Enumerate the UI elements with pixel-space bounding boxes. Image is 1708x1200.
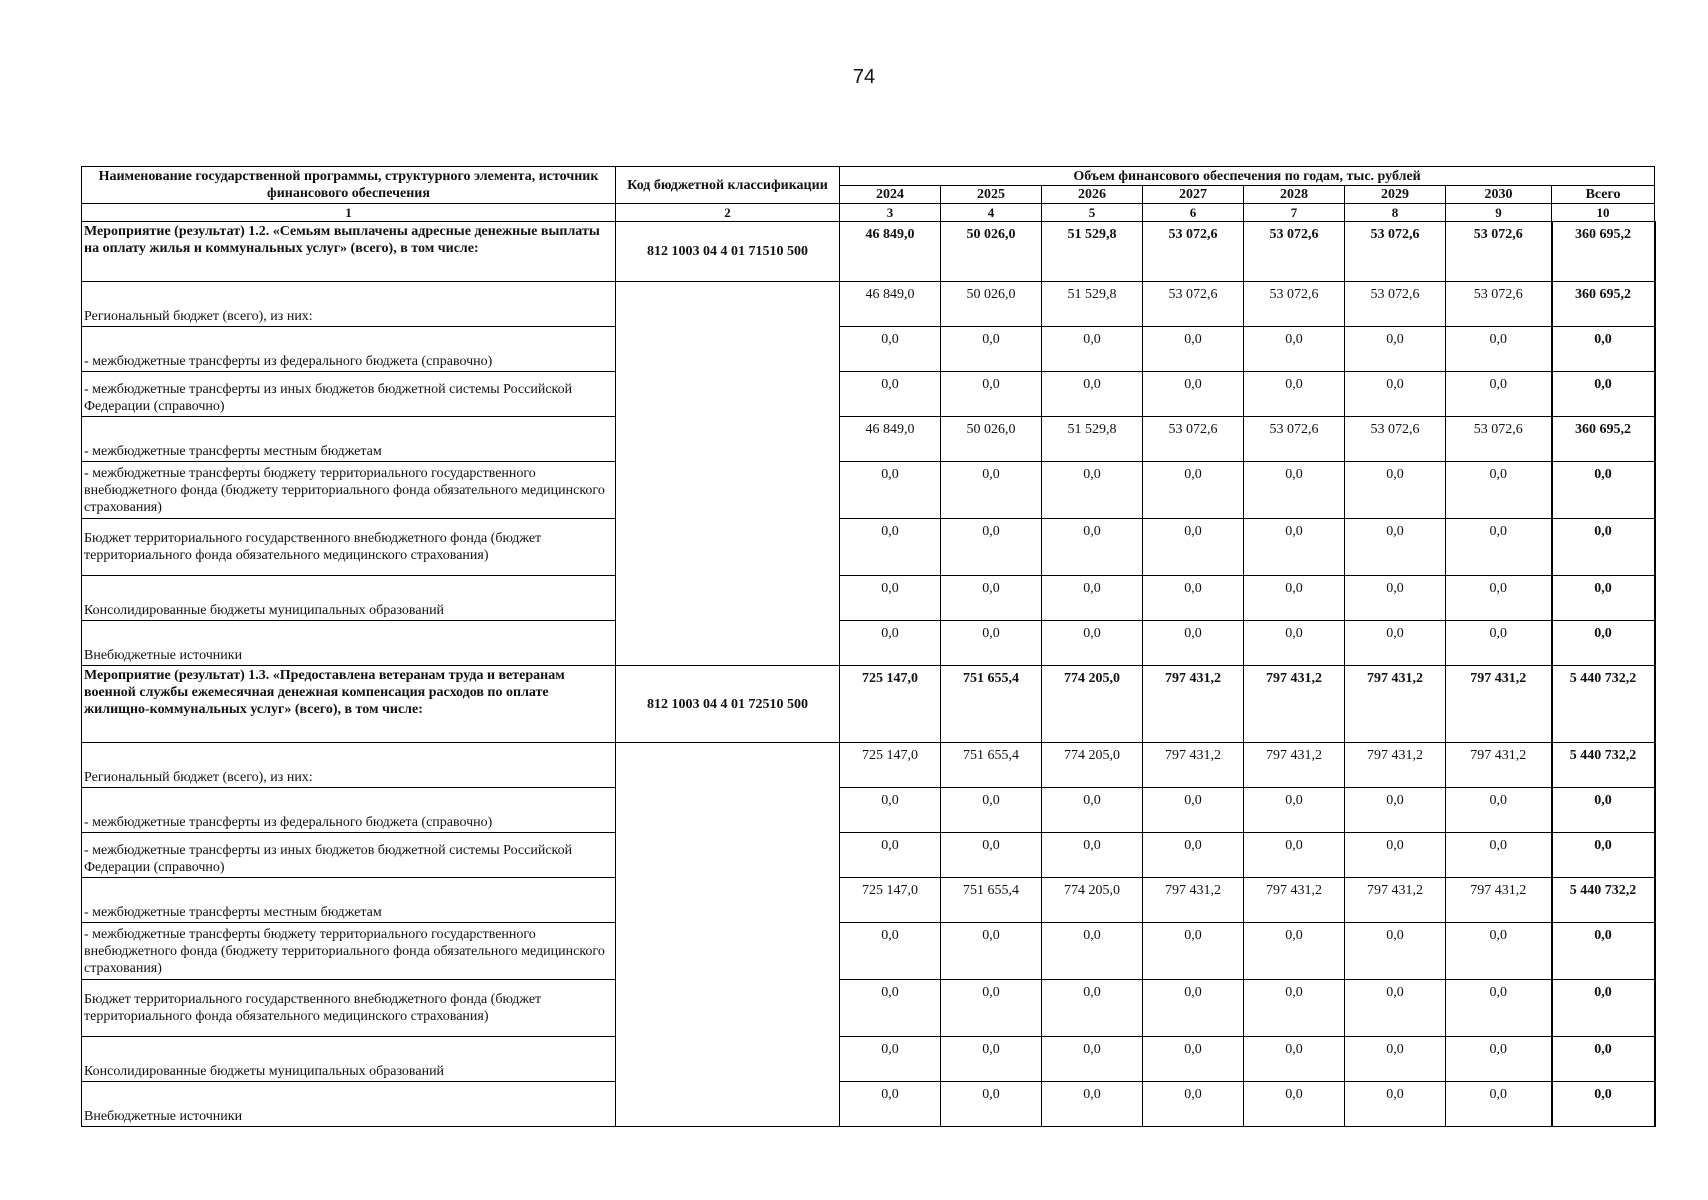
- table-body: [82, 222, 1655, 1127]
- value-cell: 797 431,2: [1244, 878, 1345, 923]
- value-cell: 751 655,4: [941, 878, 1042, 923]
- row-label: Внебюджетные источники: [82, 621, 616, 666]
- value-cell: 0,0: [1345, 788, 1446, 833]
- table-row: [82, 462, 1655, 519]
- value-cell: 0,0: [941, 980, 1042, 1037]
- table-row: [82, 417, 1655, 462]
- value-cell: 797 431,2: [1345, 743, 1446, 788]
- row-label: - межбюджетные трансферты местным бюджетам: [82, 417, 616, 462]
- table-row: [82, 743, 1655, 788]
- value-cell: 0,0: [1446, 1037, 1552, 1082]
- value-total: 0,0: [1552, 980, 1655, 1037]
- value-cell: 53 072,6: [1244, 222, 1345, 282]
- row-label: - межбюджетные трансферты из иных бюджетов бюджетной системы Российской Федерации (справочно): [82, 372, 616, 417]
- value-cell: 797 431,2: [1143, 878, 1244, 923]
- header-year: 2024: [840, 186, 941, 204]
- value-cell: 0,0: [1446, 462, 1552, 519]
- value-cell: 0,0: [1042, 980, 1143, 1037]
- value-cell: 0,0: [840, 1082, 941, 1127]
- value-total: 5 440 732,2: [1552, 743, 1655, 788]
- value-total: 0,0: [1552, 1037, 1655, 1082]
- value-cell: 0,0: [1345, 576, 1446, 621]
- value-cell: 0,0: [1345, 462, 1446, 519]
- value-cell: 53 072,6: [1446, 282, 1552, 327]
- header-year: 2029: [1345, 186, 1446, 204]
- value-cell: 0,0: [941, 519, 1042, 576]
- value-cell: 0,0: [1143, 923, 1244, 980]
- header-volume: Объем финансового обеспечения по годам, тыс. рублей: [840, 167, 1655, 186]
- value-cell: 0,0: [1143, 462, 1244, 519]
- value-cell: 0,0: [1042, 1037, 1143, 1082]
- table-row: [82, 282, 1655, 327]
- value-cell: 797 431,2: [1143, 666, 1244, 743]
- value-cell: 53 072,6: [1143, 222, 1244, 282]
- value-cell: 0,0: [1143, 833, 1244, 878]
- value-cell: 53 072,6: [1244, 417, 1345, 462]
- col-number: 6: [1143, 204, 1244, 222]
- header-year: 2030: [1446, 186, 1552, 204]
- value-cell: 0,0: [1345, 980, 1446, 1037]
- table-row: [82, 1082, 1655, 1127]
- row-label: - межбюджетные трансферты из федерального бюджета (справочно): [82, 788, 616, 833]
- value-cell: 0,0: [1446, 788, 1552, 833]
- value-cell: 53 072,6: [1345, 417, 1446, 462]
- value-cell: 0,0: [1143, 1082, 1244, 1127]
- row-label: Консолидированные бюджеты муниципальных образований: [82, 576, 616, 621]
- table-row: [82, 576, 1655, 621]
- value-total: 0,0: [1552, 923, 1655, 980]
- value-cell: 0,0: [1446, 576, 1552, 621]
- value-cell: 0,0: [1244, 462, 1345, 519]
- value-cell: 0,0: [840, 462, 941, 519]
- value-cell: 725 147,0: [840, 666, 941, 743]
- value-cell: 0,0: [1446, 923, 1552, 980]
- value-cell: 0,0: [1042, 621, 1143, 666]
- header-year: 2027: [1143, 186, 1244, 204]
- value-cell: 797 431,2: [1143, 743, 1244, 788]
- value-cell: 0,0: [941, 833, 1042, 878]
- value-cell: 0,0: [1446, 372, 1552, 417]
- value-cell: 0,0: [941, 788, 1042, 833]
- value-cell: 0,0: [1143, 788, 1244, 833]
- value-cell: 0,0: [941, 621, 1042, 666]
- value-cell: 0,0: [1446, 327, 1552, 372]
- value-cell: 50 026,0: [941, 417, 1042, 462]
- value-cell: 725 147,0: [840, 878, 941, 923]
- row-label: Внебюджетные источники: [82, 1082, 616, 1127]
- value-cell: 0,0: [1244, 576, 1345, 621]
- value-cell: 0,0: [1244, 833, 1345, 878]
- value-total: 360 695,2: [1552, 417, 1655, 462]
- row-label: - межбюджетные трансферты бюджету территориального государственного внебюджетного фонда (бюджету территориального фонда обязательного медицинского страхования): [82, 462, 616, 519]
- value-cell: 0,0: [941, 576, 1042, 621]
- value-cell: 0,0: [1345, 519, 1446, 576]
- value-cell: 725 147,0: [840, 743, 941, 788]
- row-label: - межбюджетные трансферты местным бюджетам: [82, 878, 616, 923]
- value-cell: 53 072,6: [1446, 222, 1552, 282]
- col-number: 8: [1345, 204, 1446, 222]
- budget-code-empty: [616, 743, 840, 1127]
- value-cell: 797 431,2: [1446, 666, 1552, 743]
- table-row: [82, 519, 1655, 576]
- value-cell: 0,0: [1244, 1037, 1345, 1082]
- col-number: 9: [1446, 204, 1552, 222]
- budget-code: 812 1003 04 4 01 71510 500: [616, 222, 840, 282]
- value-cell: 0,0: [1143, 980, 1244, 1037]
- value-cell: 0,0: [1042, 576, 1143, 621]
- header-year: 2028: [1244, 186, 1345, 204]
- value-total: 0,0: [1552, 462, 1655, 519]
- value-cell: 0,0: [1446, 833, 1552, 878]
- section-row: [82, 222, 1655, 282]
- budget-code: 812 1003 04 4 01 72510 500: [616, 666, 840, 743]
- value-total: 0,0: [1552, 519, 1655, 576]
- value-cell: 774 205,0: [1042, 666, 1143, 743]
- value-cell: 50 026,0: [941, 222, 1042, 282]
- value-cell: 0,0: [1143, 576, 1244, 621]
- value-total: 0,0: [1552, 1082, 1655, 1127]
- section-title: Мероприятие (результат) 1.3. «Предоставлена ветеранам труда и ветеранам военной службы ежемесячная денежная компенсация расходов по оплате жилищно-коммунальных услуг» (всего), в том числе:: [82, 666, 616, 743]
- section-title: Мероприятие (результат) 1.2. «Семьям выплачены адресные денежные выплаты на оплату жилья и коммунальных услуг» (всего), в том числе:: [82, 222, 616, 282]
- value-cell: 0,0: [840, 980, 941, 1037]
- value-cell: 0,0: [1446, 519, 1552, 576]
- value-cell: 0,0: [1446, 621, 1552, 666]
- col-number: 5: [1042, 204, 1143, 222]
- value-cell: 0,0: [1244, 788, 1345, 833]
- value-cell: 0,0: [1345, 1037, 1446, 1082]
- value-cell: 0,0: [840, 833, 941, 878]
- value-total: 360 695,2: [1552, 282, 1655, 327]
- value-cell: 53 072,6: [1345, 222, 1446, 282]
- value-total: 0,0: [1552, 372, 1655, 417]
- financing-table: [81, 166, 1656, 1127]
- table-row: [82, 980, 1655, 1037]
- row-label: - межбюджетные трансферты бюджету территориального государственного внебюджетного фонда (бюджету территориального фонда обязательного медицинского страхования): [82, 923, 616, 980]
- value-cell: 0,0: [1042, 462, 1143, 519]
- value-cell: 46 849,0: [840, 417, 941, 462]
- table-row: [82, 833, 1655, 878]
- row-label: Бюджет территориального государственного внебюджетного фонда (бюджет территориального фонда обязательного медицинского страхования): [82, 980, 616, 1037]
- value-cell: 0,0: [1143, 327, 1244, 372]
- table-row: [82, 372, 1655, 417]
- value-cell: 0,0: [1143, 372, 1244, 417]
- header-year: 2026: [1042, 186, 1143, 204]
- col-number: 4: [941, 204, 1042, 222]
- value-cell: 0,0: [840, 621, 941, 666]
- value-cell: 0,0: [1345, 621, 1446, 666]
- value-cell: 0,0: [1042, 327, 1143, 372]
- row-label: Региональный бюджет (всего), из них:: [82, 743, 616, 788]
- header-total: Всего: [1552, 186, 1655, 204]
- value-cell: 797 431,2: [1345, 878, 1446, 923]
- table-row: [82, 621, 1655, 666]
- row-label: - межбюджетные трансферты из иных бюджетов бюджетной системы Российской Федерации (справочно): [82, 833, 616, 878]
- value-cell: 0,0: [1345, 327, 1446, 372]
- page-number: 74: [852, 66, 876, 88]
- value-total: 0,0: [1552, 621, 1655, 666]
- value-cell: 0,0: [840, 576, 941, 621]
- table-row: [82, 923, 1655, 980]
- col-number: 1: [82, 204, 616, 222]
- value-cell: 53 072,6: [1143, 417, 1244, 462]
- value-cell: 0,0: [941, 327, 1042, 372]
- value-cell: 797 431,2: [1345, 666, 1446, 743]
- header-name: Наименование государственной программы, структурного элемента, источник финансового обеспечения: [82, 167, 616, 204]
- value-cell: 0,0: [1143, 1037, 1244, 1082]
- value-total: 5 440 732,2: [1552, 878, 1655, 923]
- row-label: Бюджет территориального государственного внебюджетного фонда (бюджет территориального фонда обязательного медицинского страхования): [82, 519, 616, 576]
- value-cell: 0,0: [1042, 923, 1143, 980]
- value-total: 0,0: [1552, 576, 1655, 621]
- value-cell: 0,0: [941, 462, 1042, 519]
- value-cell: 53 072,6: [1244, 282, 1345, 327]
- col-number: 3: [840, 204, 941, 222]
- value-cell: 0,0: [1042, 1082, 1143, 1127]
- value-cell: 53 072,6: [1143, 282, 1244, 327]
- value-cell: 53 072,6: [1446, 417, 1552, 462]
- value-cell: 774 205,0: [1042, 743, 1143, 788]
- value-cell: 0,0: [1345, 372, 1446, 417]
- value-cell: 0,0: [1244, 980, 1345, 1037]
- value-total: 0,0: [1552, 833, 1655, 878]
- section-row: [82, 666, 1655, 743]
- table-row: [82, 788, 1655, 833]
- table-row: [82, 878, 1655, 923]
- value-cell: 53 072,6: [1345, 282, 1446, 327]
- value-cell: 0,0: [1042, 372, 1143, 417]
- value-cell: 0,0: [1446, 1082, 1552, 1127]
- value-cell: 0,0: [941, 372, 1042, 417]
- header-year: 2025: [941, 186, 1042, 204]
- value-cell: 0,0: [1143, 519, 1244, 576]
- value-cell: 0,0: [840, 923, 941, 980]
- value-cell: 50 026,0: [941, 282, 1042, 327]
- budget-code-empty: [616, 282, 840, 666]
- value-cell: 0,0: [1244, 372, 1345, 417]
- value-cell: 0,0: [1244, 923, 1345, 980]
- value-cell: 0,0: [1345, 833, 1446, 878]
- value-total: 0,0: [1552, 788, 1655, 833]
- value-cell: 0,0: [840, 327, 941, 372]
- table-row: [82, 327, 1655, 372]
- value-cell: 0,0: [1244, 621, 1345, 666]
- value-cell: 51 529,8: [1042, 417, 1143, 462]
- value-cell: 0,0: [941, 1082, 1042, 1127]
- row-label: - межбюджетные трансферты из федерального бюджета (справочно): [82, 327, 616, 372]
- value-cell: 0,0: [840, 519, 941, 576]
- value-cell: 0,0: [1143, 621, 1244, 666]
- value-cell: 797 431,2: [1446, 743, 1552, 788]
- value-cell: 0,0: [1244, 1082, 1345, 1127]
- table-row: [82, 1037, 1655, 1082]
- value-cell: 0,0: [1244, 327, 1345, 372]
- value-cell: 0,0: [1446, 980, 1552, 1037]
- value-cell: 0,0: [840, 788, 941, 833]
- value-cell: 774 205,0: [1042, 878, 1143, 923]
- value-cell: 51 529,8: [1042, 222, 1143, 282]
- value-total: 5 440 732,2: [1552, 666, 1655, 743]
- value-cell: 46 849,0: [840, 222, 941, 282]
- value-cell: 0,0: [1042, 519, 1143, 576]
- table-header: [82, 167, 1655, 222]
- value-total: 0,0: [1552, 327, 1655, 372]
- value-cell: 0,0: [840, 1037, 941, 1082]
- value-cell: 51 529,8: [1042, 282, 1143, 327]
- col-number: 2: [616, 204, 840, 222]
- value-cell: 0,0: [1042, 833, 1143, 878]
- value-cell: 0,0: [1244, 519, 1345, 576]
- row-label: Региональный бюджет (всего), из них:: [82, 282, 616, 327]
- value-cell: 46 849,0: [840, 282, 941, 327]
- value-cell: 751 655,4: [941, 743, 1042, 788]
- value-cell: 0,0: [1345, 923, 1446, 980]
- value-cell: 751 655,4: [941, 666, 1042, 743]
- value-cell: 0,0: [1345, 1082, 1446, 1127]
- value-cell: 797 431,2: [1244, 666, 1345, 743]
- value-cell: 797 431,2: [1244, 743, 1345, 788]
- col-number: 7: [1244, 204, 1345, 222]
- value-cell: 0,0: [1042, 788, 1143, 833]
- value-cell: 0,0: [840, 372, 941, 417]
- value-total: 360 695,2: [1552, 222, 1655, 282]
- header-code: Код бюджетной классификации: [616, 167, 840, 204]
- col-number: 10: [1552, 204, 1655, 222]
- value-cell: 0,0: [941, 923, 1042, 980]
- row-label: Консолидированные бюджеты муниципальных образований: [82, 1037, 616, 1082]
- value-cell: 797 431,2: [1446, 878, 1552, 923]
- value-cell: 0,0: [941, 1037, 1042, 1082]
